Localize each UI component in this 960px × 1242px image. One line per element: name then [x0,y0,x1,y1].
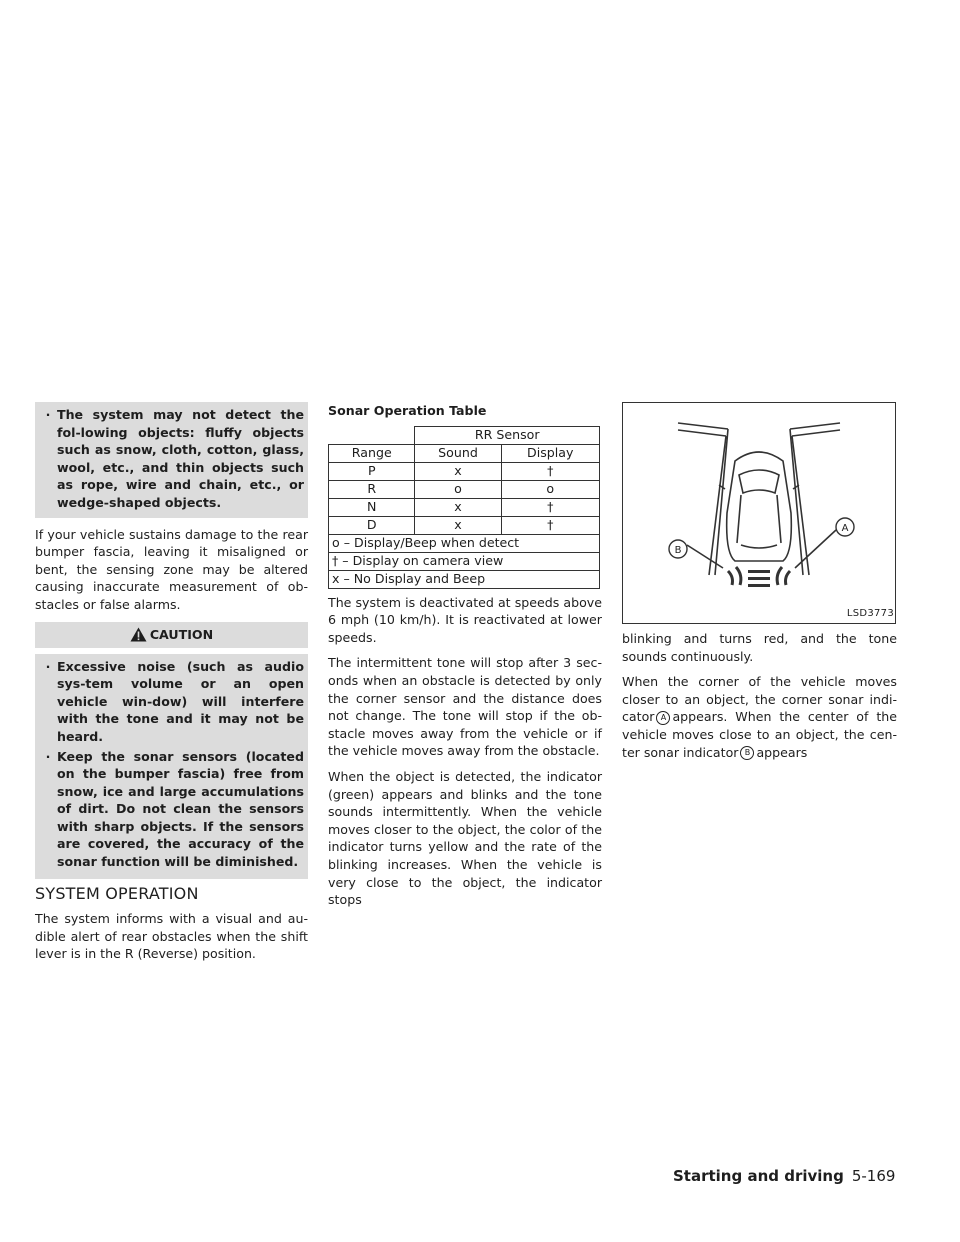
callout-a-icon: A [656,711,670,725]
sonar-operation-table [328,426,600,589]
table-cell: o [415,480,501,498]
table-cell: † [501,516,600,534]
table-cell: N [329,498,415,516]
page-number: 5-169 [851,1167,896,1185]
indicator-paragraph: When the object is detected, the indicator (green) appears and blinks and the tone sounds intermittently. When the vehicle moves closer to the object, the color of the indicator turns yellow and the rate of the blinking increases. When the vehicle is very close to the object, the indicator stops [328,768,602,908]
table-cell: x [415,498,501,516]
system-paragraph: The system informs with a visual and au-dible alert of rear obstacles when the shift lever is in the R (Reverse) position. [35,911,308,962]
table-row [329,480,600,498]
damage-paragraph: If your vehicle sustains damage to the rear bumper fascia, leaving it misaligned or bent, the sensing zone may be altered causing inaccurate measurement of ob-stacles or false alarms. [35,526,308,612]
table-group-header: RR Sensor [415,426,600,444]
callout-b-label: B [674,545,682,556]
caution-label: CAUTION [149,626,214,642]
table-cell-empty [329,426,415,444]
table-legend: o – Display/Beep when detect [329,534,600,552]
section-heading: SYSTEM OPERATION [35,883,199,903]
corner-sonar-paragraph [622,673,897,761]
table-header-display: Display [501,444,600,462]
table-cell: R [329,480,415,498]
table-row [329,426,600,444]
table-cell: P [329,462,415,480]
warning-triangle-icon [130,627,147,642]
caution-item-text: Keep the sonar sensors (located on the bumper fascia) free from snow, ice and large accumulations of dirt. Do not clean the sensors with sharp objects. If the sensors are covered, the accuracy of the sonar function will be diminished. [57,748,304,870]
table-legend-row [329,534,600,552]
table-legend: † – Display on camera view [329,552,600,570]
vehicle-sonar-illustration [623,403,895,623]
middle-column [328,402,602,917]
left-column [35,402,308,971]
table-title: Sonar Operation Table [328,403,487,418]
table-cell: † [501,462,600,480]
table-legend-row [329,570,600,588]
table-row [329,516,600,534]
center-text: appears. When the center of the vehicle moves close to an object, the cen-ter sonar indicator [622,709,897,760]
callout-b [669,540,687,558]
table-row [329,444,600,462]
table-header-sound: Sound [415,444,501,462]
caution-header [35,622,308,648]
footer-section-title: Starting and driving [673,1167,844,1185]
figure-code: LSD3773 [846,608,894,620]
page-footer [673,1167,895,1185]
table-cell: D [329,516,415,534]
table-legend: x – No Display and Beep [329,570,600,588]
callout-b-icon: B [740,746,754,760]
sonar-figure [622,402,896,624]
continuous-tone-paragraph: blinking and turns red, and the tone sounds continuously. [622,631,897,664]
caution-item [39,658,304,746]
deactivation-paragraph: The system is deactivated at speeds above 6 mph (10 km/h). It is reactivated at lower speeds. [328,594,602,645]
caution-box [35,654,308,879]
corner-text: When the corner of the vehicle moves closer to an object, the corner sonar indi-cator [622,674,897,725]
bullet-icon: · [45,658,51,674]
table-row [329,462,600,480]
warning-bullet [39,406,304,512]
table-legend-row [329,552,600,570]
bullet-icon: · [45,407,51,422]
callout-a-label: A [841,523,849,534]
caution-item-text: Excessive noise (such as audio sys-tem volume or an open vehicle win-dow) will interfere with the tone and it may not be heard. [57,658,304,744]
appears-text: appears [756,744,808,760]
table-cell: † [501,498,600,516]
intermittent-tone-paragraph: The intermittent tone will stop after 3 sec-onds when an obstacle is detected by only the corner sensor and the distance does not change. The tone will stop if the ob-stacle moves away from the vehicle or if the vehicle moves away from the obstacle. [328,655,602,759]
table-cell: x [415,516,501,534]
callout-a [836,518,854,536]
caution-item [39,748,304,871]
bullet-icon: · [45,748,51,764]
table-cell: x [415,462,501,480]
table-header-range: Range [329,444,415,462]
table-cell: o [501,480,600,498]
right-column [622,402,897,769]
warning-box [35,402,308,518]
warning-bullet-text: The system may not detect the fol-lowing objects: fluffy objects such as snow, cloth, cotton, glass, wool, etc., and thin objects such as rope, wire and chain, etc., or wedge-shaped objects. [57,407,304,510]
table-row [329,498,600,516]
